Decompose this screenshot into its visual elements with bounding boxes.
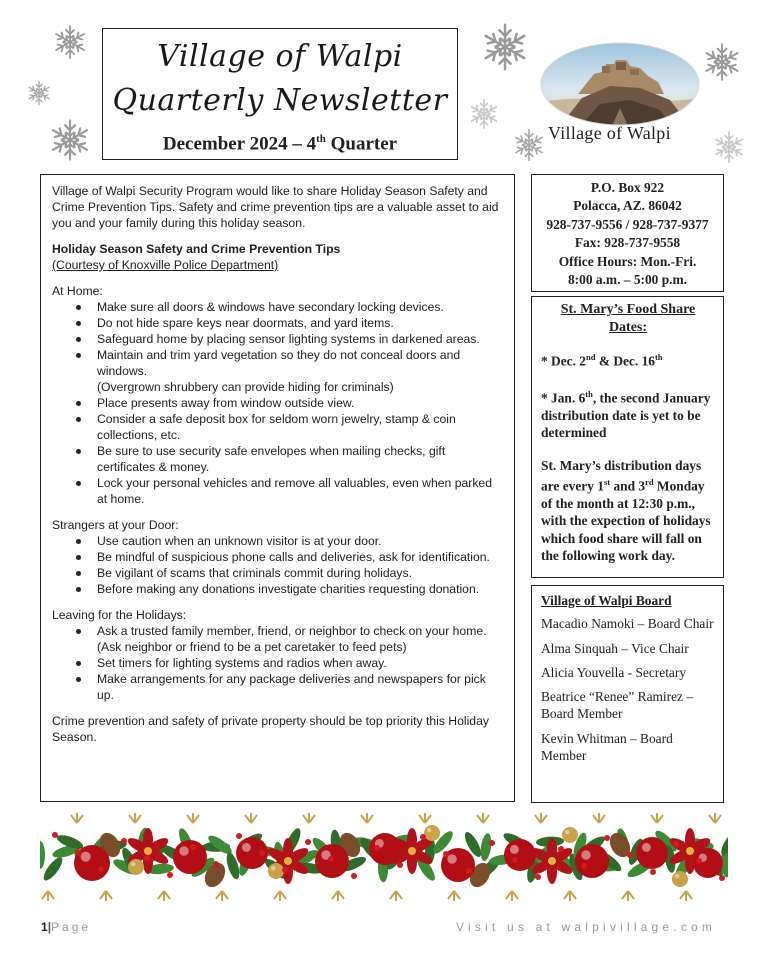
page-number: 1|Page: [41, 920, 92, 934]
list-item: Use caution when an unknown visitor is at your door.: [97, 533, 503, 549]
list-item: Be sure to use security safe envelopes when mailing checks, gift certificates & money.: [97, 443, 503, 475]
list-item: Be mindful of suspicious phone calls and deliveries, ask for identification.: [97, 549, 503, 565]
board-member: Alma Sinquah – Vice Chair: [541, 640, 689, 656]
food-share-title: St. Mary’s Food Share Dates:: [560, 302, 696, 335]
snowflake-icon: [480, 22, 530, 72]
logo-caption: Village of Walpi: [548, 123, 671, 143]
fax-number: Fax: 928-737-9558: [574, 235, 681, 251]
list-item: Make arrangements for any package deliveries and newspapers for pick up.: [97, 671, 503, 703]
snowflake-icon: [702, 42, 742, 82]
snowflake-icon: [468, 98, 500, 130]
food-share-december-dates: * Dec. 2nd & Dec. 16th: [541, 352, 663, 369]
board-title: Village of Walpi Board: [541, 593, 672, 608]
section-heading-leaving: Leaving for the Holidays:: [52, 608, 187, 622]
page-title-line-2: Quarterly Newsletter: [112, 83, 448, 118]
board-member: Kevin Whitman – Board Member: [541, 730, 673, 764]
strangers-tips-list: [52, 533, 503, 597]
list-item: Maintain and trim yard vegetation so they do not conceal doors and windows. (Overgrown shrubbery can provide hiding for criminals): [97, 347, 503, 395]
snowflake-icon: [48, 118, 92, 162]
list-item: Ask a trusted family member, friend, or neighbor to check on your home. (Ask neighbor or friend to be a pet caretaker to feed pets): [97, 623, 503, 655]
list-item: Set timers for lighting systems and radios when away.: [97, 655, 503, 671]
office-hours-times: 8:00 a.m. – 5:00 p.m.: [567, 272, 688, 288]
board-member: Beatrice “Renee” Ramirez – Board Member: [541, 689, 694, 722]
snowflake-icon: [512, 128, 546, 162]
newsletter-title-box: [102, 28, 458, 160]
list-item: Before making any donations investigate charities requesting donation.: [97, 581, 503, 597]
section-heading-home: At Home:: [52, 284, 103, 298]
village-photo-logo: [540, 42, 700, 126]
po-box: P.O. Box 922: [590, 180, 665, 195]
office-hours-days: Office Hours: Mon.-Fri.: [558, 253, 697, 269]
safety-tips-article: [40, 174, 515, 802]
intro-paragraph: Village of Walpi Security Program would like to share Holiday Season Safety and Crime Prevention Tips. Safety and crime prevention tips are a valuable asset to aid you and your family during this holiday season.: [52, 184, 499, 230]
snowflake-icon: [52, 24, 88, 60]
list-item: Lock your personal vehicles and remove all valuables, even when parked at home.: [97, 475, 503, 507]
list-item: Safeguard home by placing sensor lighting systems in darkened areas.: [97, 331, 503, 347]
closing-paragraph: Crime prevention and safety of private property should be top priority this Holiday Season.: [52, 714, 489, 744]
snowflake-icon: [712, 130, 746, 164]
contact-info-box: [531, 174, 724, 292]
list-item: Place presents away from window outside view.: [97, 395, 503, 411]
board-member: Macadio Namoki – Board Chair: [541, 616, 714, 632]
address: Polacca, AZ. 86042: [573, 198, 682, 214]
list-item: Be vigilant of scams that criminals commit during holidays.: [97, 565, 503, 581]
home-tips-list: [52, 299, 503, 507]
tips-heading: Holiday Season Safety and Crime Prevention Tips: [52, 242, 341, 256]
food-share-box: [531, 296, 724, 578]
food-share-schedule: St. Mary’s distribution days are every 1st and 3rd Monday of the month at 12:30 p.m., with the expection of holidays which food share will fall on the following work day.: [541, 458, 711, 564]
website-footer: Visit us at walpivillage.com: [456, 920, 717, 934]
holiday-garland-image: [40, 805, 728, 910]
phone-numbers: 928-737-9556 / 928-737-9377: [546, 216, 709, 232]
tips-credit: (Courtesy of Knoxville Police Department): [52, 258, 279, 272]
section-heading-strangers: Strangers at your Door:: [52, 518, 179, 532]
page-title: Village of Walpi: [157, 39, 403, 74]
leaving-tips-list: [52, 623, 503, 703]
issue-date: December 2024 – 4th Quarter: [162, 133, 398, 155]
snowflake-icon: [26, 80, 52, 106]
food-share-january-dates: * Jan. 6th, the second January distribution date is yet to be determined: [541, 388, 711, 440]
list-item: Make sure all doors & windows have secondary locking devices.: [97, 299, 503, 315]
list-item: Consider a safe deposit box for seldom worn jewelry, stamp & coin collections, etc.: [97, 411, 503, 443]
board-member: Alicia Youvella - Secretary: [541, 664, 687, 680]
list-item: Do not hide spare keys near doormats, and yard items.: [97, 315, 503, 331]
board-members-box: [531, 585, 724, 803]
